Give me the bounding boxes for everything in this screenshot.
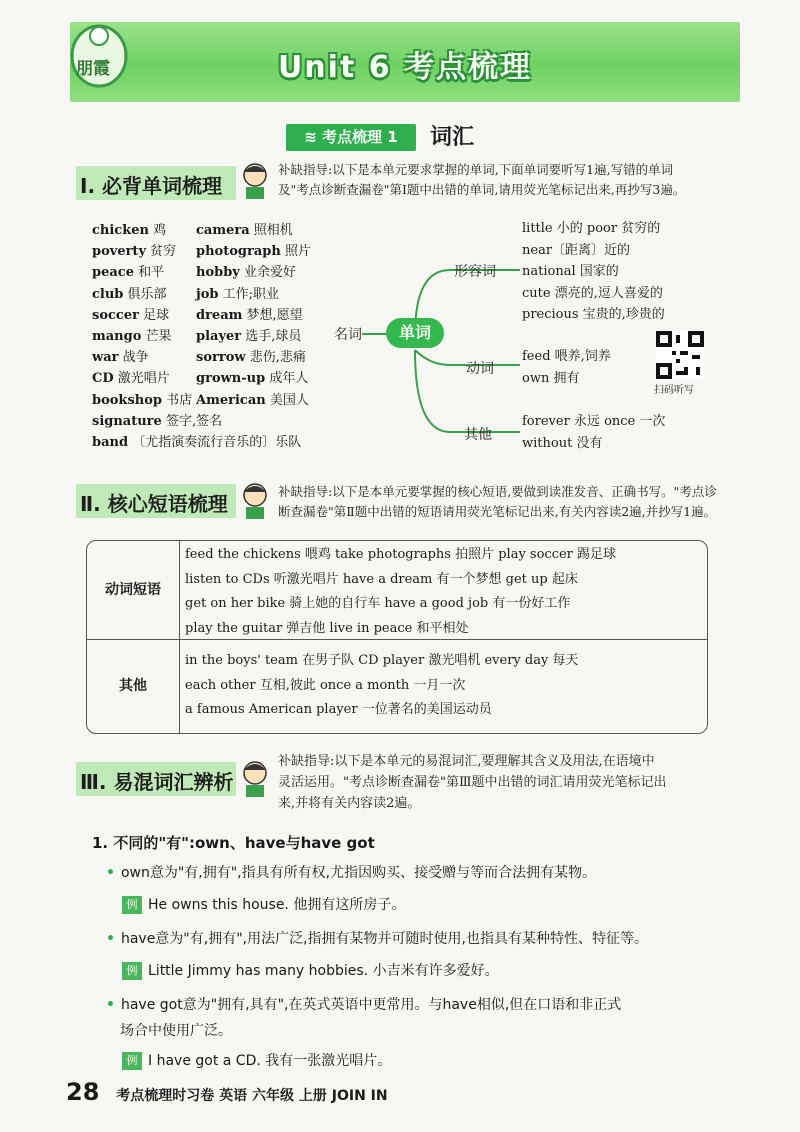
word-cn: 工作;职业 xyxy=(222,286,279,302)
noun-row xyxy=(196,220,311,241)
noun-row xyxy=(196,262,311,283)
word-en: photograph xyxy=(196,244,281,260)
word-cn: 足球 xyxy=(143,307,170,323)
word-cn: 签字,签名 xyxy=(165,413,223,429)
other-row: without 没有 xyxy=(522,435,603,451)
word-cn: 成年人 xyxy=(269,371,309,387)
item-own-text: own意为"有,拥有",指具有所有权,尤指因购买、接受赠与等而合法拥有某物。 xyxy=(120,865,597,881)
word-en: chicken xyxy=(92,223,149,238)
part1-heading: Ⅰ. 必背单词梳理 xyxy=(80,174,223,198)
item-have-got: • have got意为"拥有,具有",在英式英语中更常用。与have相似,但在口语和非正式 xyxy=(106,997,622,1013)
noun-connector xyxy=(362,333,388,335)
word-en: CD xyxy=(92,371,114,387)
noun-row xyxy=(196,284,311,305)
verb-phrase-line: play the guitar 弹吉他 live in peace 和平相处 xyxy=(185,620,469,636)
part1-note-line2: 及"考点诊断查漏卷"第Ⅰ题中出错的单词,请用荧光笔标记出来,再抄写3遍。 xyxy=(278,182,686,197)
verb-list xyxy=(522,346,611,389)
label-other-phrases: 其他 xyxy=(87,640,180,733)
word-en: camera xyxy=(196,223,250,238)
other-row: forever 永远 once 一次 xyxy=(522,414,666,429)
part3-note-line1: 补缺指导:以下是本单元的易混词汇,要理解其含义及用法,在语境中 xyxy=(278,754,655,769)
word-cn: 悲伤,悲痛 xyxy=(249,350,306,366)
footer xyxy=(66,1078,388,1106)
example-own xyxy=(122,894,405,914)
word-cn: 和平 xyxy=(138,265,165,281)
word-en: hobby xyxy=(196,265,240,281)
other-phrase-line: in the boys' team 在男子队 CD player 激光唱机 every day 每天 xyxy=(185,653,579,668)
item-have: • have意为"有,拥有",用法广泛,指拥有某物并可随时使用,也指具有某种特性、特征等。 xyxy=(106,931,648,947)
qr-code-icon xyxy=(656,331,704,379)
example-tag: 例 xyxy=(122,896,142,914)
verb-row: feed 喂养,饲养 xyxy=(522,349,611,364)
word-en: poverty xyxy=(92,244,146,260)
example-have-got-text: I have got a CD. 我有一张激光唱片。 xyxy=(148,1053,392,1069)
word-en: sorrow xyxy=(196,350,246,366)
footer-text: 考点梳理时习卷 英语 六年级 上册 JOIN IN xyxy=(116,1088,388,1104)
adjective-row: precious 宝贵的,珍贵的 xyxy=(522,307,665,322)
word-en: war xyxy=(92,350,119,366)
mindmap-center: 单词 xyxy=(386,318,444,348)
noun-list-col2 xyxy=(196,220,311,411)
part2-note-line2: 断查漏卷"第Ⅱ题中出错的短语请用荧光笔标记出来,有关内容读2遍,并抄写1遍。 xyxy=(278,504,717,519)
verb-phrase-line: feed the chickens 喂鸡 take photographs 拍照片 play soccer 踢足球 xyxy=(185,547,617,562)
word-en: dream xyxy=(196,307,243,323)
example-tag: 例 xyxy=(122,1052,142,1070)
word-en: band xyxy=(92,435,129,451)
word-cn: 业余爱好 xyxy=(244,265,297,281)
word-cn: 美国人 xyxy=(269,392,309,408)
other-list xyxy=(522,411,665,454)
adjective-row: cute 漂亮的,逗人喜爱的 xyxy=(522,285,663,301)
item-have-got-cont: 场合中使用广泛。 xyxy=(120,1023,232,1039)
word-cn: 战争 xyxy=(122,350,149,366)
noun-row xyxy=(92,411,301,432)
kid-icon xyxy=(238,758,272,798)
word-cn: 鸡 xyxy=(153,223,167,238)
part2-heading: Ⅱ. 核心短语梳理 xyxy=(80,492,228,516)
noun-row xyxy=(196,347,311,368)
part3-note-line3: 来,并将有关内容读2遍。 xyxy=(278,796,421,811)
mindmap-other: 其他 xyxy=(464,427,492,443)
word-cn: 贫穷 xyxy=(150,244,177,260)
noun-row xyxy=(196,390,311,411)
word-en: club xyxy=(92,286,124,302)
other-phrase-lines xyxy=(185,649,578,723)
label-verb-phrases: 动词短语 xyxy=(87,541,180,639)
page-number: 28 xyxy=(66,1078,100,1106)
word-cn: 芒果 xyxy=(145,329,172,345)
example-have-got xyxy=(122,1050,391,1070)
part2-note-line1: 补缺指导:以下是本单元要掌握的核心短语,要做到读准发音、正确书写。"考点诊 xyxy=(278,484,717,499)
section-name: 词汇 xyxy=(430,125,475,150)
noun-row xyxy=(196,368,311,389)
kid-icon xyxy=(238,480,272,520)
phrase-table xyxy=(86,540,708,734)
verb-phrase-line: get on her bike 骑上她的自行车 have a good job 有一份好工作 xyxy=(185,596,571,611)
adjective-row: little 小的 poor 贫穷的 xyxy=(522,221,661,236)
example-have xyxy=(122,960,499,980)
mindmap-verb: 动词 xyxy=(466,361,494,377)
word-en: player xyxy=(196,329,242,345)
part3-heading: Ⅲ. 易混词汇辨析 xyxy=(80,770,234,794)
item-have-got-text: have got意为"拥有,具有",在英式英语中更常用。与have相似,但在口语和非正式 xyxy=(120,997,622,1013)
example-tag: 例 xyxy=(122,962,142,980)
other-phrase-line: each other 互相,彼此 once a month 一月一次 xyxy=(185,677,466,693)
word-en: peace xyxy=(92,265,134,281)
noun-row xyxy=(92,432,301,453)
example-own-text: He owns this house. 他拥有这所房子。 xyxy=(148,897,406,913)
word-cn: 俱乐部 xyxy=(127,286,167,302)
part3-note-line2: 灵活运用。"考点诊断查漏卷"第Ⅲ题中出错的词汇请用荧光笔标记出 xyxy=(278,775,667,790)
word-cn: 书店 xyxy=(166,392,193,408)
logo-text: 朋霞 xyxy=(76,59,110,79)
qr-caption: 扫码听写 xyxy=(654,385,694,396)
word-en: signature xyxy=(92,413,162,429)
word-en: mango xyxy=(92,329,142,345)
subtitle: 1. 不同的"有":own、have与have got xyxy=(92,834,375,852)
word-cn: 选手,球员 xyxy=(245,329,302,345)
mindmap-noun: 名词 xyxy=(334,327,362,343)
word-en: job xyxy=(196,286,219,302)
item-own: • own意为"有,拥有",指具有所有权,尤指因购买、接受赠与等而合法拥有某物。 xyxy=(106,865,597,881)
word-cn: 激光唱片 xyxy=(117,371,170,387)
word-cn: 〔尤指演奏流行音乐的〕乐队 xyxy=(132,435,302,451)
adjective-row: national 国家的 xyxy=(522,264,619,279)
mindmap-branches xyxy=(370,250,530,450)
example-have-text: Little Jimmy has many hobbies. 小吉米有许多爱好。 xyxy=(148,963,499,979)
word-cn: 照片 xyxy=(284,244,311,260)
word-en: soccer xyxy=(92,307,139,323)
part1-note-line1: 补缺指导:以下是本单元要求掌握的单词,下面单词要听写1遍,写错的单词 xyxy=(278,162,674,177)
word-en: bookshop xyxy=(92,392,162,408)
adjective-row: near〔距离〕近的 xyxy=(522,242,631,258)
word-en: grown-up xyxy=(196,371,266,387)
verb-row: own 拥有 xyxy=(522,370,580,386)
word-cn: 梦想,愿望 xyxy=(246,307,303,323)
noun-row xyxy=(196,305,311,326)
kid-icon xyxy=(238,160,272,200)
page-title: Unit 6 考点梳理 xyxy=(277,50,533,85)
verb-phrase-lines xyxy=(185,543,616,641)
header-banner xyxy=(70,22,740,102)
noun-row xyxy=(196,326,311,347)
mindmap-adj: 形容词 xyxy=(454,264,496,280)
word-cn: 照相机 xyxy=(253,223,293,238)
item-have-text: have意为"有,拥有",用法广泛,指拥有某物并可随时使用,也指具有某种特性、特征等。 xyxy=(120,931,648,947)
noun-row xyxy=(196,241,311,262)
word-en: American xyxy=(196,392,266,408)
other-phrase-line: a famous American player 一位著名的美国运动员 xyxy=(185,702,492,717)
section-tag: ≋ 考点梳理 1 xyxy=(286,124,416,151)
verb-phrase-line: listen to CDs 听激光唱片 have a dream 有一个梦想 get up 起床 xyxy=(185,571,578,587)
adjective-list xyxy=(522,218,665,326)
